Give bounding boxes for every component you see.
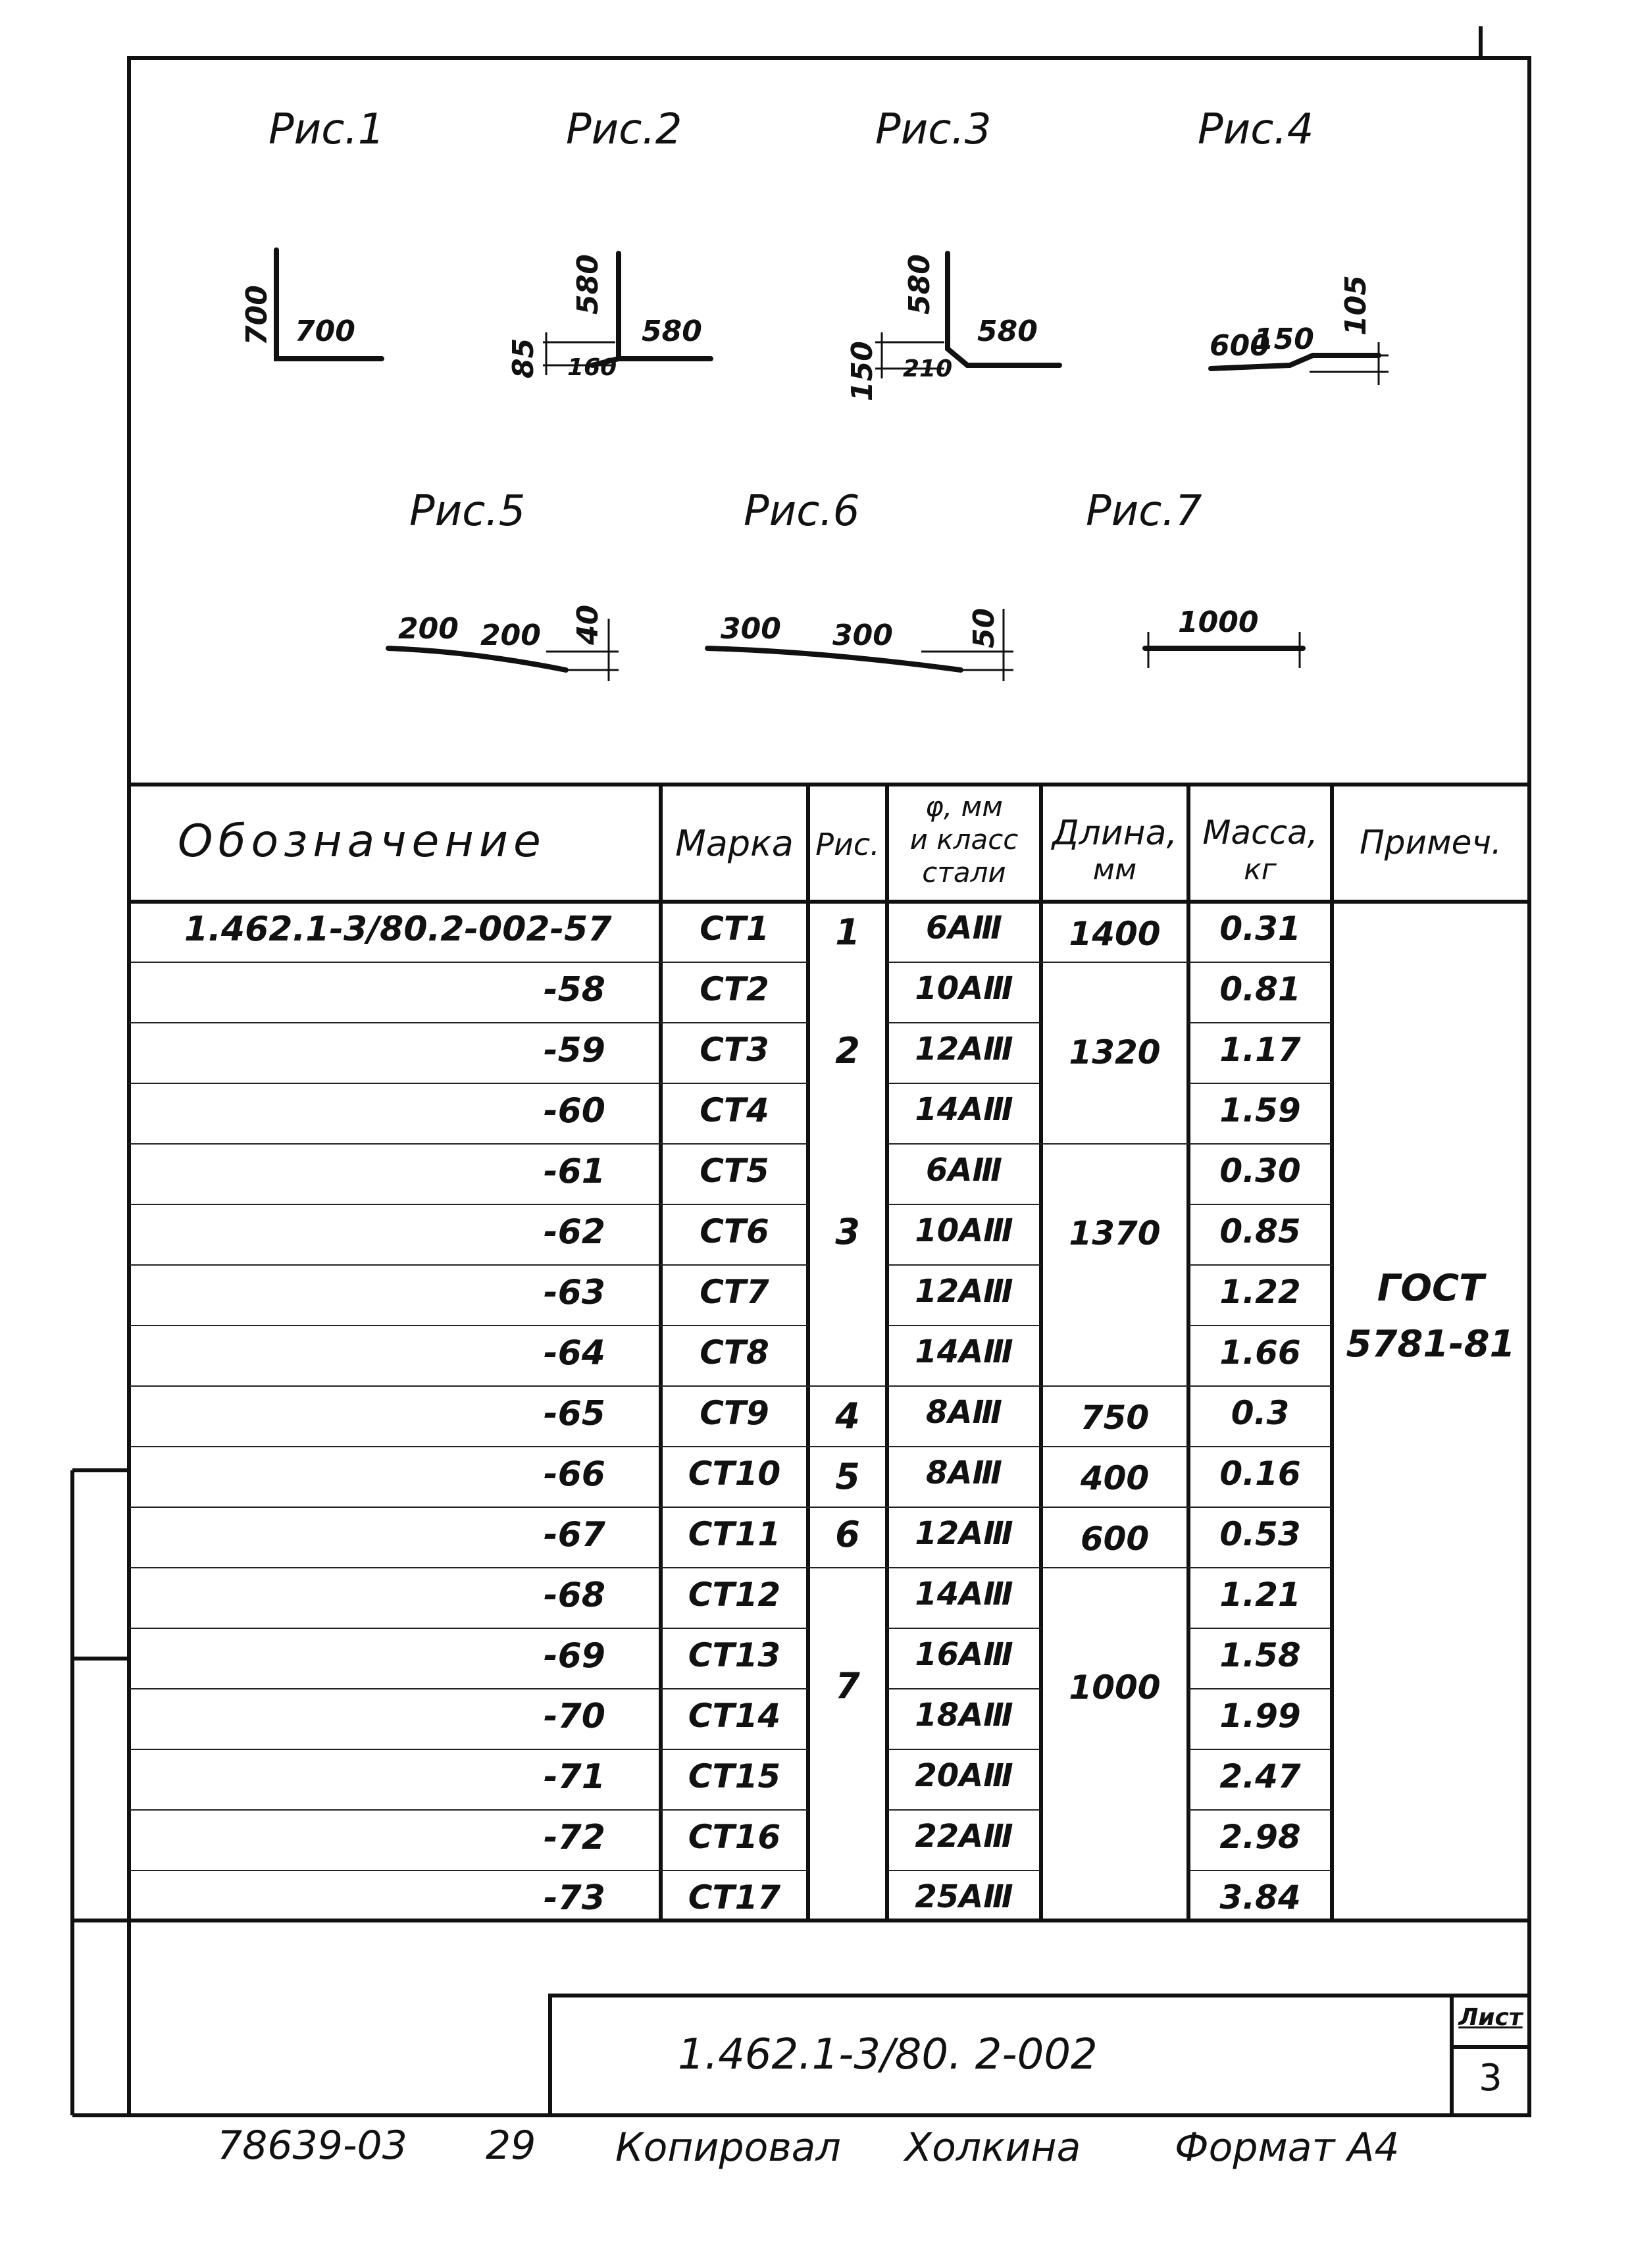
mass-cell: 1.22 [1219,1273,1301,1311]
header-diameter-line2: и класс [909,823,1019,856]
length-group-7: 1000 [1069,1668,1161,1707]
doc-number: 1.462.1-3/80. 2-002 [678,2030,1098,2079]
mass-cell: 1.99 [1219,1697,1301,1735]
fig5-dim-rise: 40 [571,604,605,645]
diameter-cell: 10AⅢ [915,1212,1013,1249]
fig-group-5: 5 [835,1456,860,1497]
fig2-dim-horizontal: 580 [642,315,702,348]
fig-group-2: 2 [835,1030,860,1071]
header-note: Примеч. [1360,823,1502,862]
fig1-label: Рис.1 [268,105,385,154]
designation-cell: -58 [544,970,605,1010]
mass-cell: 1.17 [1219,1031,1301,1069]
mark-cell: СТ5 [700,1152,769,1190]
footer-copied: Копировал [615,2125,841,2171]
mass-cell: 2.47 [1219,1757,1301,1795]
designation-cell: -61 [544,1152,605,1191]
fig6-label: Рис.6 [744,487,860,536]
fig-group-3: 3 [835,1211,860,1252]
diameter-cell: 16AⅢ [915,1636,1013,1673]
diameter-cell: 12AⅢ [915,1515,1013,1552]
length-group-4: 750 [1080,1399,1150,1437]
mass-cell: 0.85 [1219,1212,1301,1250]
designation-cell: 1.462.1-3/80.2-002-57 [184,910,612,949]
fig1-dim-horizontal: 700 [295,315,355,348]
designation-cell: -59 [544,1031,605,1070]
sheet-label: Лист [1458,2004,1523,2031]
mass-cell: 0.30 [1219,1152,1301,1190]
diameter-cell: 14AⅢ [915,1333,1013,1370]
fig-group-7: 7 [835,1665,860,1707]
mark-cell: СТ10 [688,1455,781,1493]
mass-cell: 0.53 [1219,1515,1301,1553]
mark-cell: СТ11 [688,1515,781,1553]
mass-cell: 1.66 [1219,1333,1301,1372]
fig-group-1: 1 [835,912,860,953]
header-fig: Рис. [815,827,880,862]
diameter-cell: 8AⅢ [926,1455,1002,1491]
designation-cell: -71 [544,1757,605,1797]
mark-cell: СТ1 [700,910,769,948]
fig4-dim-rise: 105 [1339,275,1373,336]
diameter-cell: 20AⅢ [915,1757,1013,1794]
header-length-line1: Длина, [1052,813,1178,853]
fig3-shape [948,253,1059,365]
diameter-cell: 25AⅢ [915,1878,1013,1915]
designation-cell: -70 [544,1697,605,1736]
footer-page: 29 [486,2123,536,2169]
note-standard-number: 5781-81 [1346,1323,1516,1366]
mass-cell: 1.21 [1219,1576,1301,1614]
fig3-dim-horizontal: 580 [977,315,1038,348]
footer-format: Формат А4 [1175,2125,1400,2171]
designation-cell: -63 [544,1273,605,1312]
header-mass-line2: кг [1244,853,1277,887]
mark-cell: СТ17 [688,1878,781,1917]
designation-cell: -73 [544,1878,605,1918]
mark-cell: СТ8 [700,1333,769,1372]
fig2-dim-run: 160 [567,354,617,381]
header-designation: Обозначение [178,815,546,867]
designation-cell: -67 [544,1515,605,1555]
fig4-label: Рис.4 [1198,105,1314,154]
designation-cell: -68 [544,1576,605,1615]
note-standard: ГОСТ [1377,1267,1485,1310]
fig3-dim-run: 210 [903,355,953,382]
length-group-6: 600 [1080,1520,1150,1558]
mass-cell: 1.59 [1219,1091,1301,1129]
fig6-dim-straight: 300 [721,612,781,646]
mass-cell: 0.16 [1219,1455,1301,1493]
fig5-label: Рис.5 [409,487,526,536]
header-mass-line1: Масса, [1202,813,1318,852]
designation-cell: -64 [544,1333,605,1373]
fig5-dim-slope: 200 [480,619,541,652]
mark-cell: СТ12 [688,1576,781,1614]
diameter-cell: 6AⅢ [926,1152,1002,1189]
mark-cell: СТ15 [688,1757,781,1795]
mass-cell: 1.58 [1219,1636,1301,1674]
designation-cell: -60 [544,1091,605,1131]
fig1-dim-vertical: 700 [240,285,274,346]
fig7-label: Рис.7 [1086,487,1202,536]
mark-cell: СТ2 [700,970,769,1008]
fig3-dim-offset: 150 [846,341,879,401]
header-length-line2: мм [1092,853,1137,887]
header-mark: Марка [675,823,794,864]
length-group-5: 400 [1080,1459,1150,1497]
sheet-number: 3 [1479,2057,1502,2100]
length-group-2: 1320 [1069,1033,1161,1071]
mass-cell: 0.3 [1231,1394,1290,1432]
fig6-dim-slope: 300 [832,619,893,652]
footer-inventory: 78639-03 [217,2123,407,2169]
footer-copier: Холкина [905,2125,1081,2171]
fig2-dim-vertical: 580 [571,254,605,315]
fig3-dim-vertical: 580 [903,254,936,315]
mass-cell: 3.84 [1219,1878,1301,1917]
diameter-cell: 10AⅢ [915,970,1013,1007]
designation-cell: -62 [544,1212,605,1252]
mass-cell: 2.98 [1219,1818,1301,1856]
mark-cell: СТ13 [688,1636,781,1674]
diameter-cell: 14AⅢ [915,1091,1013,1128]
fig5-dim-straight: 200 [398,612,459,646]
fig-group-4: 4 [835,1395,860,1437]
fig2-label: Рис.2 [566,105,682,154]
diameter-cell: 12AⅢ [915,1273,1013,1310]
length-group-1: 1400 [1069,915,1161,953]
designation-cell: -69 [544,1636,605,1676]
fig6-dim-rise: 50 [967,607,1001,648]
fig4-dim-bend: 150 [1254,322,1314,356]
designation-cell: -66 [544,1455,605,1494]
length-group-3: 1370 [1069,1214,1161,1252]
diameter-cell: 12AⅢ [915,1031,1013,1068]
mass-cell: 0.81 [1219,970,1301,1008]
mass-cell: 0.31 [1219,910,1301,948]
fig4-dim-straight: 600 [1210,329,1270,363]
mark-cell: СТ9 [700,1394,769,1432]
mark-cell: СТ7 [700,1273,769,1311]
mark-cell: СТ14 [688,1697,781,1735]
mark-cell: СТ16 [688,1818,781,1856]
designation-cell: -72 [544,1818,605,1857]
header-diameter-line3: стали [922,856,1006,889]
diameter-cell: 6AⅢ [926,910,1002,946]
fig3-label: Рис.3 [875,105,992,154]
diameter-cell: 18AⅢ [915,1697,1013,1734]
fig2-dim-offset: 85 [507,338,540,378]
diameter-cell: 8AⅢ [926,1394,1002,1431]
fig-group-6: 6 [835,1514,860,1555]
mark-cell: СТ4 [700,1091,769,1129]
diameter-cell: 22AⅢ [915,1818,1013,1855]
header-diameter-line1: φ, мм [925,790,1003,823]
fig7-dim-length: 1000 [1178,606,1259,639]
diameter-cell: 14AⅢ [915,1576,1013,1612]
designation-cell: -65 [544,1394,605,1433]
mark-cell: СТ3 [700,1031,769,1069]
mark-cell: СТ6 [700,1212,769,1250]
